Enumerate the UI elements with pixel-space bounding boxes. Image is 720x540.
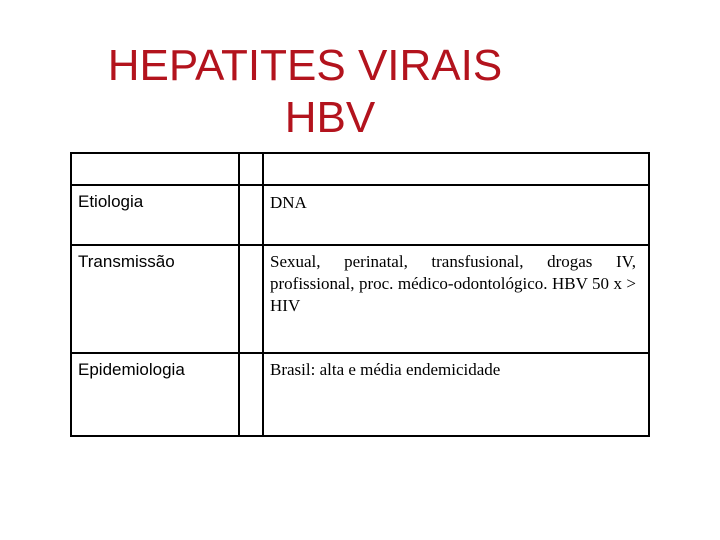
table-row-value: DNA bbox=[270, 193, 307, 212]
table-row-label: Epidemiologia bbox=[78, 360, 185, 379]
title-line-2: HBV bbox=[284, 93, 376, 142]
table-row-label: Transmissão bbox=[78, 252, 175, 271]
title-line-1: HEPATITES VIRAIS bbox=[107, 41, 503, 90]
column-divider-1 bbox=[238, 154, 240, 435]
table-row-value: Brasil: alta e média endemicidade bbox=[270, 360, 501, 379]
row-divider-header bbox=[72, 184, 648, 186]
column-divider-2 bbox=[262, 154, 264, 435]
table-row-value: Sexual, perinatal, transfusional, drogas IV, profissional, proc. médico-odontológico. HBV 50 x > HIV bbox=[270, 252, 636, 315]
slide-title bbox=[0, 40, 610, 144]
row-divider-2 bbox=[72, 352, 648, 354]
row-divider-1 bbox=[72, 244, 648, 246]
table-row-label: Etiologia bbox=[78, 192, 144, 211]
info-table bbox=[70, 152, 650, 437]
